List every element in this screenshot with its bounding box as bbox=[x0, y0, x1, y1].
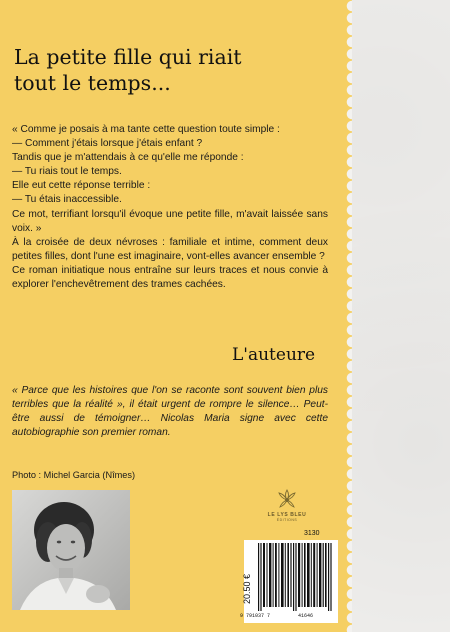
summary-line: — Tu étais inaccessible. bbox=[12, 194, 122, 206]
summary-line: — Comment j'étais lorsque j'étais enfant ? bbox=[12, 138, 203, 150]
author-bio: « Parce que les histoires que l'on se raconte sont souvent bien plus terribles que la réalité », il était urgent de rompre le silence… Peut-être aussi de témoigner… Nicolas Maria signe avec cette autobiographie son premier roman. bbox=[12, 385, 328, 439]
summary-text bbox=[12, 123, 328, 292]
isbn-digits bbox=[239, 613, 314, 619]
summary-line: Ce roman initiatique nous entraîne sur leurs traces et nous convie à explorer l'enchevêtrement des trames cachées. bbox=[12, 264, 328, 291]
product-code: 3130 bbox=[304, 530, 320, 537]
isbn-digits-left: 9 791037 7 bbox=[239, 613, 270, 619]
summary-line: — Tu riais tout le temps. bbox=[12, 166, 122, 178]
photo-credit: Photo : Michel Garcia (Nîmes) bbox=[12, 470, 136, 480]
author-portrait-image bbox=[12, 490, 130, 610]
summary-line: « Comme je posais à ma tante cette question toute simple : bbox=[12, 124, 280, 135]
summary-line: Tandis que je m'attendais à ce qu'elle me réponde : bbox=[12, 152, 244, 164]
title-line-2: tout le temps... bbox=[14, 71, 171, 95]
barcode-bars bbox=[258, 543, 332, 611]
publisher-name: LE LYS BLEU bbox=[267, 512, 307, 518]
author-heading: L'auteure bbox=[232, 345, 316, 365]
title-line-1: La petite fille qui riait bbox=[14, 45, 242, 69]
summary-line: Ce mot, terrifiant lorsqu'il évoque une petite fille, m'avait laissée sans voix. » bbox=[12, 208, 328, 234]
lily-flower-icon bbox=[277, 488, 297, 510]
isbn-barcode bbox=[258, 543, 332, 611]
summary-line: À la croisée de deux névroses : familiale et intime, comment deux petites filles, dont l'une est imaginaire, vont-elles avancer ensemble ? bbox=[12, 236, 328, 262]
perforated-edge bbox=[340, 0, 352, 632]
publisher-sub: ÉDITIONS bbox=[276, 518, 298, 522]
summary-line: Elle eut cette réponse terrible : bbox=[12, 180, 151, 192]
price-label: 20.50 € bbox=[242, 573, 252, 605]
author-photo bbox=[12, 490, 130, 610]
book-title bbox=[14, 44, 314, 96]
paper-background bbox=[352, 0, 450, 632]
isbn-digits-right: 41646 bbox=[298, 613, 314, 619]
publisher-logo bbox=[262, 488, 312, 522]
